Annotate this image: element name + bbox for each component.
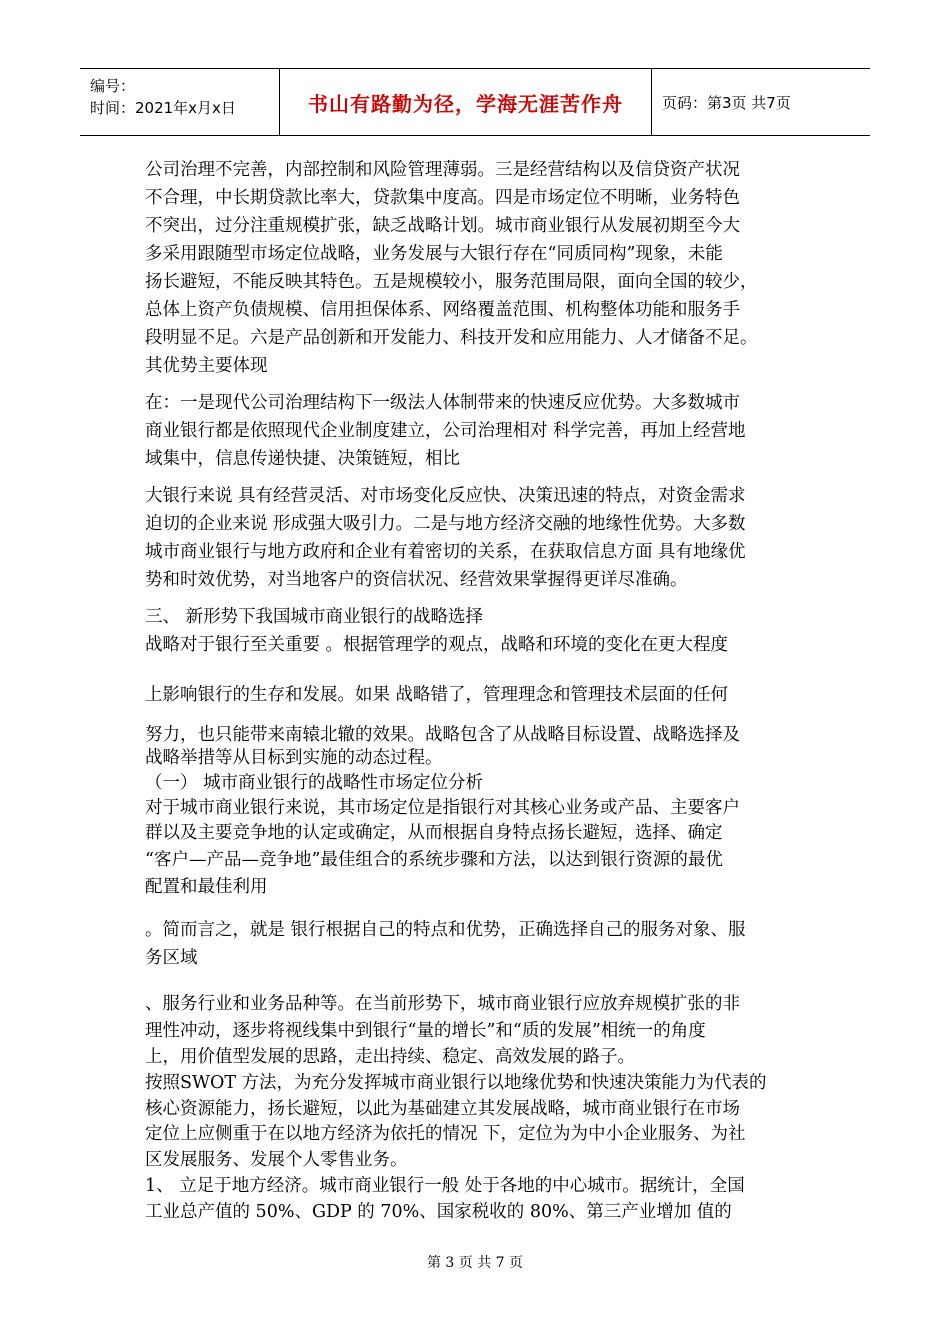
header-page-code: 页码：第3页 共7页 (662, 93, 791, 112)
text-line: 域集中，信息传递快捷、决策链短，相比 (145, 449, 460, 469)
text-line: 公司治理不完善，内部控制和风险管理薄弱。三是经营结构以及信贷资产状况 (145, 160, 740, 180)
document-number: 编号： (90, 77, 136, 95)
page-footer: 第 3 页 共 7 页 (426, 1255, 524, 1271)
text-line: 在：一是现代公司治理结构下一级法人体制带来的快速反应优势。大多数城市 (145, 393, 740, 413)
text-line: 总体上资产负债规模、信用担保体系、网络覆盖范围、机构整体功能和服务手 (145, 300, 740, 320)
text-line: 不合理，中长期贷款比率大，贷款集中度高。四是市场定位不明晰，业务特色 (145, 188, 740, 208)
text-line: 定位上应侧重于在以地方经济为依托的情况 下，定位为为中小企业服务、为社 (145, 1124, 746, 1144)
text-line: 工业总产值的 50%、GDP 的 70%、国家税收的 80%、第三产业增加 值的 (145, 1202, 732, 1222)
text-line: 上，用价值型发展的思路，走出持续、稳定、高效发展的路子。 (145, 1047, 635, 1067)
page-header (80, 68, 870, 136)
text-line: 迫切的企业来说 形成强大吸引力。二是与地方经济交融的地缘性优势。大多数 (145, 514, 746, 534)
text-line: 战略对于银行至关重要 。根据管理学的观点，战略和环境的变化在更大程度 (145, 635, 729, 655)
text-line: “客户—产品—竞争地”最佳组合的系统步骤和方法，以达到银行资源的最优 (145, 850, 723, 870)
text-line: 扬长避短，不能反映其特色。五是规模较小，服务范围局限，面向全国的较少， (145, 272, 758, 292)
document-date: 时间：2021年x月x日 (90, 99, 236, 117)
text-line: 大银行来说 具有经营灵活、对市场变化反应快、决策迅速的特点，对资金需求 (145, 486, 746, 506)
text-line: 其优势主要体现 (145, 356, 268, 376)
header-meta (80, 69, 280, 135)
text-line: 理性冲动，逐步将视线集中到银行“量的增长”和“质的发展”相统一的角度 (145, 1021, 706, 1041)
text-line: 务区域 (145, 948, 198, 968)
text-line: 城市商业银行与地方政府和企业有着密切的关系，在获取信息方面 具有地缘优 (145, 542, 746, 562)
text-line: 努力，也只能带来南辕北辙的效果。战略包含了从战略目标设置、战略选择及 (145, 725, 740, 745)
text-line: 对于城市商业银行来说，其市场定位是指银行对其核心业务或产品、主要客户 (145, 798, 740, 818)
text-line: 核心资源能力，扬长避短，以此为基础建立其发展战略，城市商业银行在市场 (145, 1099, 740, 1119)
text-line: 配置和最佳利用 (145, 877, 268, 897)
text-line: 1、 立足于地方经济。城市商业银行一般 处于各地的中心城市。据统计，全国 (145, 1176, 745, 1196)
text-line: 群以及主要竞争地的认定或确定，从而根据自身特点扬长避短，选择、确定 (145, 823, 723, 843)
text-line: 多采用跟随型市场定位战略，业务发展与大银行存在“同质同构”现象，未能 (145, 244, 723, 264)
header-motto: 书山有路勤为径，学海无涯苦作舟 (280, 69, 652, 135)
text-line: 段明显不足。六是产品创新和开发能力、科技开发和应用能力、人才储备不足。 (145, 328, 758, 348)
subsection-heading: （一） 城市商业银行的战略性市场定位分析 (145, 773, 484, 793)
text-line: 区发展服务、发展个人零售业务。 (145, 1150, 408, 1170)
text-line: 不突出，过分注重规模扩张，缺乏战略计划。城市商业银行从发展初期至今大 (145, 216, 740, 236)
text-line: 势和时效优势，对当地客户的资信状况、经营效果掌握得更详尽准确。 (145, 570, 688, 590)
text-line: 、服务行业和业务品种等。在当前形势下，城市商业银行应放弃规模扩张的非 (145, 994, 740, 1014)
text-line: 按照SWOT 方法，为充分发挥城市商业银行以地缘优势和快速决策能力为代表的 (145, 1073, 767, 1093)
text-line: 上影响银行的生存和发展。如果 战略错了，管理理念和管理技术层面的任何 (145, 685, 729, 705)
text-line: 战略举措等从目标到实施的动态过程。 (145, 748, 443, 768)
text-line: 。简而言之，就是 银行根据自己的特点和优势，正确选择自己的服务对象、服 (145, 920, 746, 940)
text-line: 商业银行都是依照现代企业制度建立，公司治理相对 科学完善，再加上经营地 (145, 421, 746, 441)
section-heading: 三、 新形势下我国城市商业银行的战略选择 (145, 607, 484, 627)
